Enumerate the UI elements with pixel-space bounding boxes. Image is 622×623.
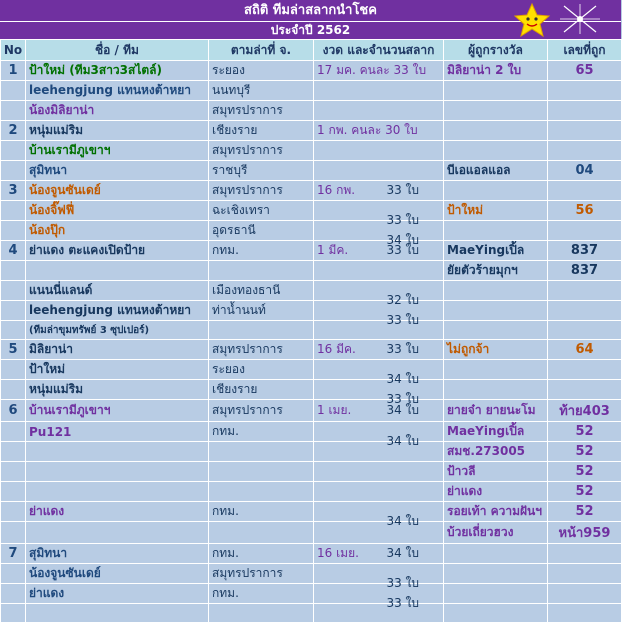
draw-date-and-qty <box>314 221 444 247</box>
hunt-province: ฉะเชิงเทรา <box>209 201 314 221</box>
hunt-province: ระยอง <box>209 61 314 81</box>
winning-digits: 52 <box>548 462 622 482</box>
table-row <box>1 502 622 522</box>
hunt-province: ระยอง <box>209 360 314 380</box>
winner-name <box>444 121 548 141</box>
table-row <box>1 141 622 161</box>
ticket-qty: 33 ใบ <box>386 342 419 356</box>
draw-date: 1 เมย. <box>317 403 352 417</box>
winning-digits <box>548 181 622 201</box>
ticket-qty: 34 ใบ <box>386 403 419 417</box>
row-number: 5 <box>1 340 26 360</box>
winning-digits: หน้า959 <box>548 522 622 544</box>
member-name: หนุ่มแม่ริม <box>26 121 209 141</box>
ticket-qty: 33 ใบ <box>386 595 419 610</box>
draw-date: 1 กพ. คนละ 30 ใบ <box>317 123 418 137</box>
member-name: สุมิทนา <box>26 544 209 564</box>
row-number <box>1 321 26 340</box>
draw-date-and-qty <box>314 161 444 181</box>
winner-name: สมช.273005 <box>444 442 548 462</box>
member-name: leehengjung แทนหงต้าหยา <box>26 301 209 321</box>
winning-digits <box>548 101 622 121</box>
draw-date-and-qty <box>314 522 444 544</box>
table-row <box>1 201 622 221</box>
winning-digits <box>548 121 622 141</box>
hunt-province: สมุทรปราการ <box>209 400 314 422</box>
member-name: แนนนี่แลนด์ <box>26 281 209 301</box>
table-row <box>1 482 622 502</box>
row-number: 6 <box>1 400 26 422</box>
winning-digits <box>548 301 622 321</box>
draw-date-and-qty <box>314 360 444 386</box>
table-row <box>1 301 622 321</box>
winner-name <box>444 544 548 564</box>
winner-name: MaeYingเปิ้ล <box>444 422 548 442</box>
row-number <box>1 380 26 400</box>
sparkle-icon <box>560 4 600 34</box>
row-number <box>1 281 26 301</box>
ticket-qty: 33 ใบ <box>386 183 419 197</box>
winner-name: ย่าแดง <box>444 482 548 502</box>
member-name <box>26 522 209 544</box>
winning-digits: 65 <box>548 61 622 81</box>
table-row <box>1 604 622 623</box>
smiling-star-icon <box>512 2 552 38</box>
table-row <box>1 544 622 564</box>
row-number <box>1 584 26 604</box>
row-number <box>1 604 26 623</box>
stats-table <box>0 39 622 623</box>
winner-name: มิลิยาน่า 2 ใบ <box>444 61 548 81</box>
row-number <box>1 564 26 584</box>
winner-name: ยายจ๋า ยายนะโม <box>444 400 548 422</box>
member-name: บ้านเรามีภูเขาฯ <box>26 141 209 161</box>
draw-date-and-qty <box>314 584 444 610</box>
hunt-province <box>209 462 314 482</box>
table-row <box>1 181 622 201</box>
member-name <box>26 442 209 462</box>
table-row <box>1 121 622 141</box>
winning-digits: 52 <box>548 482 622 502</box>
winning-digits <box>548 81 622 101</box>
row-number <box>1 462 26 482</box>
draw-date: 16 มีค. <box>317 342 356 356</box>
winning-digits <box>548 321 622 340</box>
row-number <box>1 360 26 380</box>
winning-digits: 52 <box>548 502 622 522</box>
draw-date-and-qty <box>314 321 444 340</box>
winner-name <box>444 221 548 241</box>
draw-date-and-qty <box>314 201 444 227</box>
table-row <box>1 584 622 604</box>
draw-date-and-qty <box>314 301 444 327</box>
member-name: ป้าใหม่ (ทีม3สาว3สไตล์) <box>26 61 209 81</box>
table-row <box>1 241 622 261</box>
ticket-qty: 33 ใบ <box>386 212 419 227</box>
hunt-province: กทม. <box>209 422 314 442</box>
draw-date-and-qty <box>314 101 444 121</box>
draw-date-and-qty <box>314 61 444 81</box>
row-number <box>1 522 26 544</box>
member-name: ย่าแดง <box>26 584 209 604</box>
row-number: 3 <box>1 181 26 201</box>
hunt-province: ท่าน้ำนนท์ <box>209 301 314 321</box>
winning-digits <box>548 281 622 301</box>
hunt-province: สมุทรปราการ <box>209 181 314 201</box>
winner-name: MaeYingเปิ้ล <box>444 241 548 261</box>
row-number: 7 <box>1 544 26 564</box>
ticket-qty: 32 ใบ <box>386 292 419 307</box>
member-name <box>26 482 209 502</box>
winner-name <box>444 584 548 604</box>
table-row <box>1 81 622 101</box>
winner-name <box>444 380 548 400</box>
winner-name <box>444 81 548 101</box>
header-place: ตามล่าที่ จ. <box>209 40 314 61</box>
row-number <box>1 301 26 321</box>
hunt-province <box>209 522 314 544</box>
hunt-province: ราชบุรี <box>209 161 314 181</box>
hunt-province <box>209 604 314 623</box>
header-winner: ผู้ถูกรางวัล <box>444 40 548 61</box>
draw-date-and-qty <box>314 121 444 141</box>
ticket-qty: 33 ใบ <box>386 312 419 327</box>
winner-name <box>444 564 548 584</box>
hunt-province <box>209 321 314 340</box>
ticket-qty: 34 ใบ <box>386 433 419 448</box>
table-row <box>1 522 622 544</box>
row-number: 1 <box>1 61 26 81</box>
member-name <box>26 604 209 623</box>
winner-name <box>444 301 548 321</box>
row-number <box>1 161 26 181</box>
winning-digits: 56 <box>548 201 622 221</box>
winner-name <box>444 604 548 623</box>
table-row <box>1 161 622 181</box>
winning-digits <box>548 380 622 400</box>
member-name <box>26 462 209 482</box>
winner-name: ป้าวลี <box>444 462 548 482</box>
draw-date: 17 มค. คนละ 33 ใบ <box>317 63 427 77</box>
draw-date-and-qty <box>314 564 444 590</box>
ticket-qty: 33 ใบ <box>386 391 419 406</box>
winner-name: ไม่ถูกจ้า <box>444 340 548 360</box>
row-number <box>1 442 26 462</box>
ticket-qty: 34 ใบ <box>386 371 419 386</box>
winning-digits: 52 <box>548 422 622 442</box>
member-name: Pu121 <box>26 422 209 442</box>
ticket-qty: 33 ใบ <box>386 243 419 257</box>
hunt-province <box>209 261 314 281</box>
draw-date-and-qty <box>314 340 444 360</box>
member-name: น้องจูนซันเดย์ <box>26 181 209 201</box>
winning-digits: 52 <box>548 442 622 462</box>
hunt-province: สมุทรปราการ <box>209 564 314 584</box>
draw-date-and-qty <box>314 544 444 564</box>
table-row <box>1 221 622 241</box>
winner-name <box>444 321 548 340</box>
table-row <box>1 564 622 584</box>
row-number: 2 <box>1 121 26 141</box>
draw-date-and-qty <box>314 502 444 528</box>
draw-date-and-qty <box>314 281 444 307</box>
hunt-province: เมืองทองธานี <box>209 281 314 301</box>
table-row <box>1 61 622 81</box>
member-name <box>26 261 209 281</box>
draw-date-and-qty <box>314 462 444 482</box>
member-name: น้องจูนซันเดย์ <box>26 564 209 584</box>
draw-date-and-qty <box>314 81 444 101</box>
hunt-province: กทม. <box>209 502 314 522</box>
table-row <box>1 380 622 400</box>
member-name: leehengjung แทนหงต้าหยา <box>26 81 209 101</box>
member-name: น้องมิลิยาน่า <box>26 101 209 121</box>
winner-name <box>444 101 548 121</box>
row-number <box>1 141 26 161</box>
draw-date-and-qty <box>314 380 444 406</box>
ticket-qty: 34 ใบ <box>386 513 419 528</box>
header-no: No <box>1 40 26 61</box>
hunt-province: กทม. <box>209 241 314 261</box>
hunt-province <box>209 482 314 502</box>
member-name: น้องปุ๊ก <box>26 221 209 241</box>
winning-digits: ท้าย403 <box>548 400 622 422</box>
member-name: ย่าแดง ตะแคงเปิดป้าย <box>26 241 209 261</box>
row-number <box>1 502 26 522</box>
winner-name: ป้าใหม่ <box>444 201 548 221</box>
winning-digits: 64 <box>548 340 622 360</box>
table-header-row <box>1 40 622 61</box>
draw-date: 16 เมย. <box>317 546 359 560</box>
draw-date-and-qty <box>314 400 444 422</box>
draw-date-and-qty <box>314 241 444 261</box>
table-row <box>1 462 622 482</box>
row-number <box>1 261 26 281</box>
winning-digits: 04 <box>548 161 622 181</box>
row-number <box>1 422 26 442</box>
row-number <box>1 201 26 221</box>
member-name: มิลิยาน่า <box>26 340 209 360</box>
winner-name: ยัยตัวร้ายมุกฯ <box>444 261 548 281</box>
table-row <box>1 261 622 281</box>
draw-date-and-qty <box>314 181 444 201</box>
row-number <box>1 221 26 241</box>
table-row <box>1 321 622 340</box>
row-number <box>1 482 26 502</box>
member-name: หนุ่มแม่ริม <box>26 380 209 400</box>
header-digits: เลขที่ถูก <box>548 40 622 61</box>
table-row <box>1 360 622 380</box>
draw-date-and-qty <box>314 261 444 281</box>
winner-name <box>444 141 548 161</box>
table-row <box>1 442 622 462</box>
table-row <box>1 101 622 121</box>
table-row <box>1 340 622 360</box>
member-name: บ้านเรามีภูเขาฯ <box>26 400 209 422</box>
winning-digits: 837 <box>548 241 622 261</box>
winner-name: บ้วยเถี่ยวฮวง <box>444 522 548 544</box>
hunt-province: สมุทรปราการ <box>209 141 314 161</box>
draw-date: 16 กพ. <box>317 183 356 197</box>
row-number <box>1 81 26 101</box>
hunt-province: อุดรธานี <box>209 221 314 241</box>
header-name: ชื่อ / ทีม <box>26 40 209 61</box>
table-row <box>1 400 622 422</box>
table-row <box>1 422 622 442</box>
draw-date: 1 มีค. <box>317 243 349 257</box>
hunt-province: สมุทรปราการ <box>209 340 314 360</box>
draw-date-and-qty <box>314 422 444 448</box>
winning-digits <box>548 360 622 380</box>
table-row <box>1 281 622 301</box>
winning-digits <box>548 604 622 623</box>
draw-date-and-qty <box>314 442 444 462</box>
ticket-qty: 33 ใบ <box>386 575 419 590</box>
header-draw: งวด และจำนวนสลาก <box>314 40 444 61</box>
winning-digits: 837 <box>548 261 622 281</box>
winning-digits <box>548 564 622 584</box>
winning-digits <box>548 584 622 604</box>
hunt-province: กทม. <box>209 584 314 604</box>
hunt-province <box>209 442 314 462</box>
ticket-qty: 34 ใบ <box>386 546 419 560</box>
row-number <box>1 101 26 121</box>
winning-digits <box>548 141 622 161</box>
draw-date-and-qty <box>314 141 444 161</box>
winner-name: บีเอแอลแอล <box>444 161 548 181</box>
member-name: ย่าแดง <box>26 502 209 522</box>
row-number: 4 <box>1 241 26 261</box>
winner-name <box>444 281 548 301</box>
member-name: สุมิทนา <box>26 161 209 181</box>
winner-name: รอยเท้า ความฝันฯ <box>444 502 548 522</box>
draw-date-and-qty <box>314 482 444 502</box>
member-name: ป้าใหม่ <box>26 360 209 380</box>
winning-digits <box>548 544 622 564</box>
draw-date-and-qty <box>314 604 444 623</box>
hunt-province: สมุทรปราการ <box>209 101 314 121</box>
winning-digits <box>548 221 622 241</box>
member-name: (ทีมล่าขุมทรัพย์ 3 ซุปเปอร์) <box>26 321 209 340</box>
member-name: น้องจิ๊ฟฟี่ <box>26 201 209 221</box>
sheet-subtitle: ประจำปี 2562 <box>0 22 621 39</box>
hunt-province: กทม. <box>209 544 314 564</box>
hunt-province: เชียงราย <box>209 121 314 141</box>
ticket-qty: 34 ใบ <box>386 232 419 247</box>
sheet-title: สถิติ ทีมล่าสลากนำโชค <box>0 0 621 22</box>
winner-name <box>444 360 548 380</box>
hunt-province: เชียงราย <box>209 380 314 400</box>
winner-name <box>444 181 548 201</box>
hunt-province: นนทบุรี <box>209 81 314 101</box>
